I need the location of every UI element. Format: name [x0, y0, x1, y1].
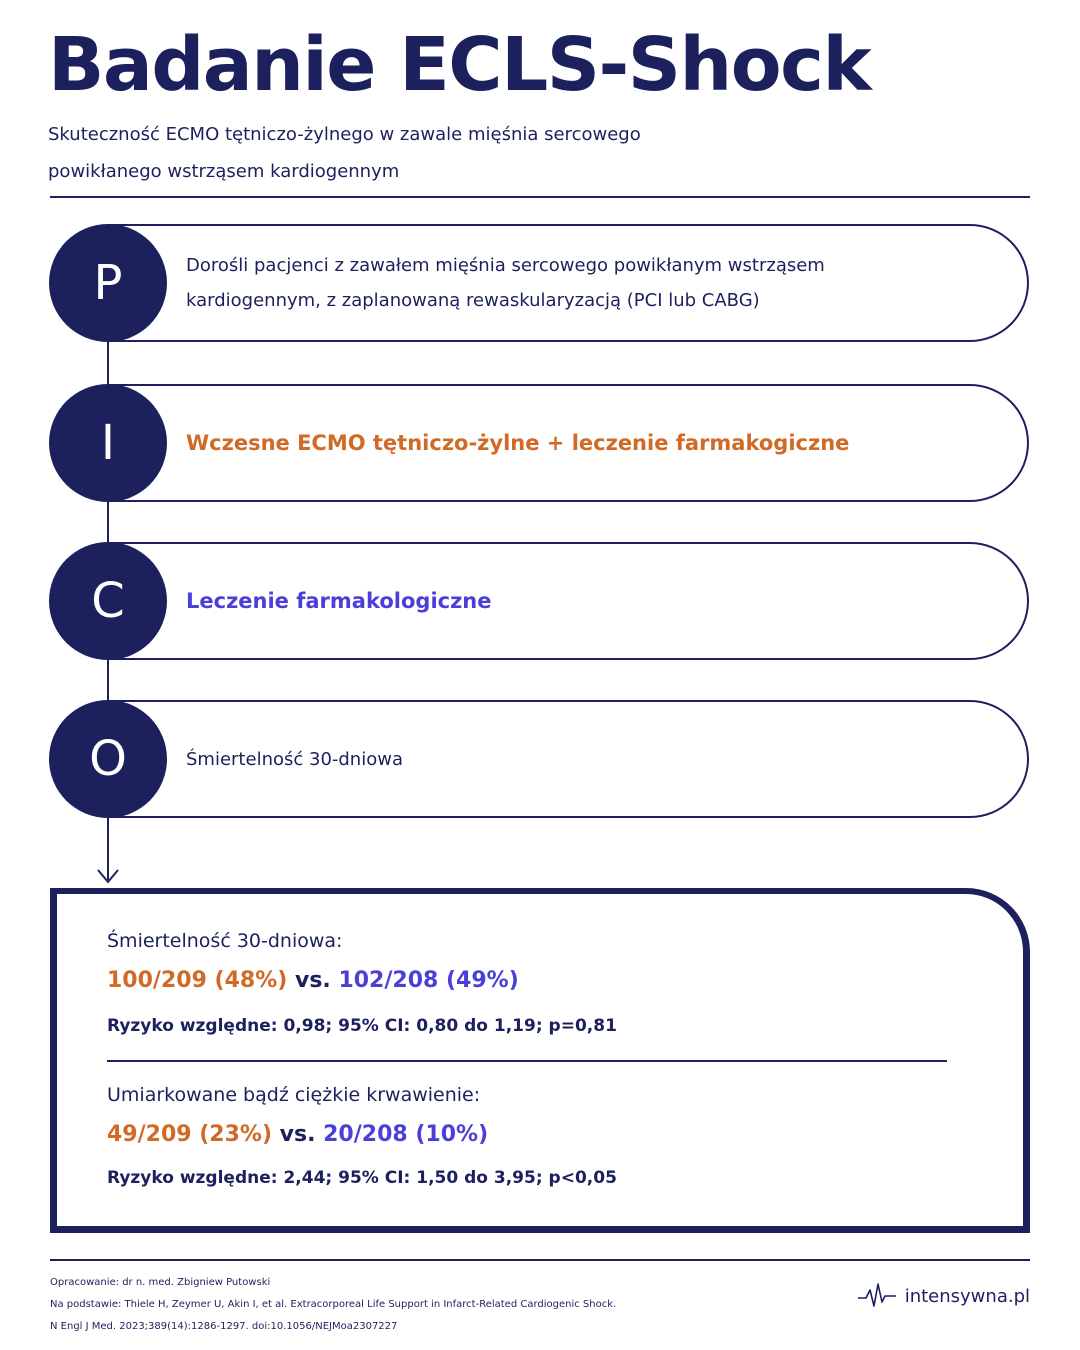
mortality-control-value: 102/208 (49%) — [338, 968, 519, 993]
subtitle-line: powikłanego wstrząsem kardiogennym — [48, 161, 400, 182]
vs-label: vs. — [272, 1122, 324, 1147]
brand-name: intensywna.pl — [904, 1285, 1030, 1307]
pico-text-outcome: Śmiertelność 30-dniowa — [186, 748, 403, 770]
page-title: Badanie ECLS-Shock — [48, 22, 871, 108]
results-panel — [50, 888, 1030, 1233]
brand-logo — [857, 1282, 1030, 1310]
bottom-divider — [50, 1259, 1030, 1261]
footer-source: N Engl J Med. 2023;389(14):1286-1297. doi:10.1056/NEJMoa2307227 — [50, 1321, 398, 1332]
bleeding-label: Umiarkowane bądź ciężkie krwawienie: — [107, 1084, 481, 1106]
mortality-intervention-value: 100/209 (48%) — [107, 968, 288, 993]
pico-text-population — [186, 224, 946, 342]
page-subtitle — [48, 116, 768, 190]
pico-circle-comparison: C — [49, 542, 167, 660]
pico-text-line: kardiogennym, z zaplanowaną rewaskularyzacją (PCI lub CABG) — [186, 290, 760, 311]
results-divider — [107, 1060, 947, 1062]
pico-text-line: Dorośli pacjenci z zawałem mięśnia sercowego powikłanym wstrząsem — [186, 255, 825, 276]
bleeding-intervention-value: 49/209 (23%) — [107, 1122, 272, 1147]
pico-text-comparison: Leczenie farmakologiczne — [186, 588, 492, 613]
vs-label: vs. — [287, 968, 339, 993]
mortality-label: Śmiertelność 30-dniowa: — [107, 930, 343, 952]
subtitle-line: Skuteczność ECMO tętniczo-żylnego w zawale mięśnia sercowego — [48, 124, 641, 145]
pico-text-intervention: Wczesne ECMO tętniczo-żylne + leczenie farmakogiczne — [186, 430, 850, 455]
bleeding-values — [107, 1122, 488, 1147]
pico-circle-population: P — [49, 224, 167, 342]
bleeding-control-value: 20/208 (10%) — [323, 1122, 489, 1147]
pico-circle-outcome: O — [49, 700, 167, 818]
heartbeat-icon — [857, 1282, 897, 1310]
bleeding-relative-risk: Ryzyko względne: 2,44; 95% CI: 1,50 do 3,95; p<0,05 — [107, 1168, 617, 1188]
footer-credits — [50, 1272, 810, 1338]
arrow-down-icon — [96, 868, 120, 888]
pico-circle-intervention: I — [49, 384, 167, 502]
footer-source: Na podstawie: Thiele H, Zeymer U, Akin I, et al. Extracorporeal Life Support in Infarct-Related Cardiogenic Shock. — [50, 1299, 617, 1310]
mortality-relative-risk: Ryzyko względne: 0,98; 95% CI: 0,80 do 1,19; p=0,81 — [107, 1016, 617, 1036]
footer-author: Opracowanie: dr n. med. Zbigniew Putowski — [50, 1277, 271, 1288]
top-divider — [50, 196, 1030, 198]
mortality-values — [107, 968, 519, 993]
